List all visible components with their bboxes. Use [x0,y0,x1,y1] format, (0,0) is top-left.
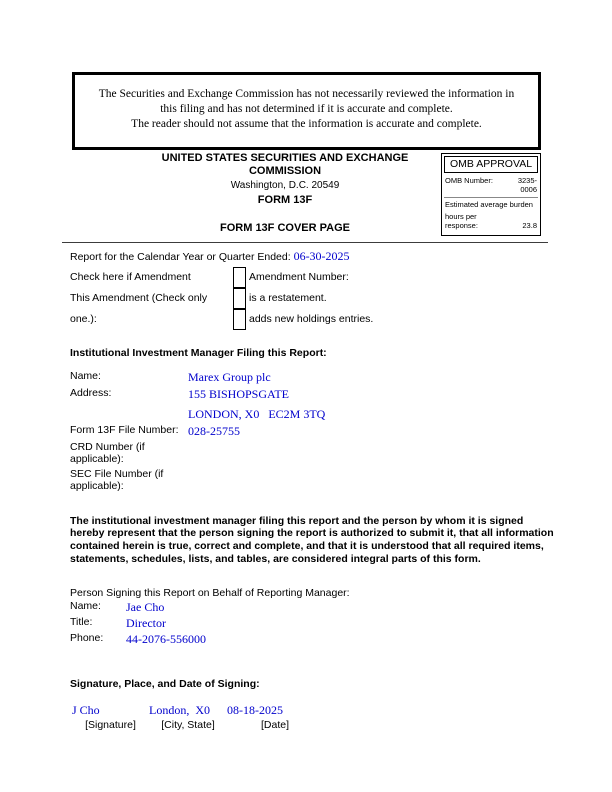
manager-name-row [70,370,612,385]
form-header [0,150,612,242]
city-state-label: [City, State] [161,719,215,732]
header-title-block [125,152,445,234]
date-column [227,703,323,731]
header-divider [62,242,548,243]
sec-file-number-label: SEC File Number (if applicable): [70,467,164,492]
new-holdings-label: adds new holdings entries. [249,313,374,325]
amendment-type-label: This Amendment (Check only one.): [70,292,208,325]
city-state-column [149,703,227,731]
signature-label: [Signature] [85,719,136,732]
manager-section-heading: Institutional Investment Manager Filing this Report: [70,347,327,359]
signer-info [70,600,612,647]
agency-address: Washington, D.C. 20549 [230,180,340,191]
file-number-row [70,424,612,439]
manager-name-label: Name: [70,369,101,382]
report-period-value: 06-30-2025 [293,249,350,263]
amendment-spacer [70,309,233,330]
signature-column [72,703,149,731]
amendment-number-label: Amendment Number: [249,271,349,283]
disclaimer-line-3: The reader should not assume that the information is accurate and complete. [131,118,482,130]
omb-number-label: OMB Number: [445,176,493,185]
attestation-paragraph: The institutional investment manager filing this report and the person by whom it is signed hereby represent that the person signing the report is authorized to submit it, that all information contained herein is true, correct and complete, and that it is understood that all required items, statements, schedules, lists, and tables, are considered integral parts of this form. [70,514,554,565]
signer-name-label: Name: [70,600,101,613]
manager-address-row2 [70,407,612,422]
disclaimer-line-2: this filing and has not determined if it is accurate and complete. [160,103,453,115]
sec-disclaimer-box [72,72,541,150]
disclaimer-line-1: The Securities and Exchange Commission has not necessarily reviewed the information in [98,88,515,100]
restatement-checkbox[interactable] [233,288,246,309]
file-number-value: 028-25755 [188,423,240,438]
agency-name: UNITED STATES SECURITIES AND EXCHANGE COMMISSION [161,152,409,177]
signer-phone-row [70,632,612,647]
signer-section-heading: Person Signing this Report on Behalf of Reporting Manager: [70,586,350,599]
manager-address-line2: LONDON, X0 EC2M 3TQ [188,406,326,421]
signer-phone-value: 44-2076-556000 [126,632,206,647]
omb-hours-value: 23.8 [522,221,537,230]
file-number-label: Form 13F File Number: [70,423,179,436]
restatement-label: is a restatement. [249,292,327,304]
omb-approval-box [441,153,541,236]
amendment-check-label: Check here if Amendment [70,271,191,283]
amendment-checkbox[interactable] [233,267,246,288]
manager-name-value: Marex Group plc [188,369,271,384]
new-holdings-checkbox[interactable] [233,309,246,330]
report-period-label: Report for the Calendar Year or Quarter Ended: [70,251,291,263]
signer-name-row [70,600,612,615]
manager-address-row [70,387,612,402]
signing-date-label: [Date] [260,719,289,732]
amendment-section [70,267,612,330]
cover-page-title: FORM 13F COVER PAGE [220,222,350,234]
signer-name-value: Jae Cho [126,600,165,615]
signer-title-value: Director [126,616,166,631]
report-period-row [70,249,612,264]
form-title: FORM 13F [257,194,313,206]
omb-number-row [444,173,538,198]
omb-number-value: 3235-0006 [517,176,537,194]
city-state-value: London, X0 [149,703,210,718]
sec-file-number-row [70,468,612,493]
crd-number-label: CRD Number (if applicable): [70,440,145,465]
omb-hours-label: hours per response: [445,212,478,230]
signature-value: J Cho [72,703,100,718]
signature-section-heading: Signature, Place, and Date of Signing: [70,678,260,691]
manager-address-label: Address: [70,386,112,399]
signer-title-label: Title: [70,616,93,629]
signer-title-row [70,616,612,631]
signature-block [72,703,612,731]
omb-approval-title: OMB APPROVAL [444,156,538,173]
omb-burden-label: Estimated average burden [445,200,533,209]
signing-date-value: 08-18-2025 [227,703,283,718]
crd-number-row [70,441,612,466]
manager-info [70,370,612,493]
signer-phone-label: Phone: [70,632,104,645]
manager-address-line1: 155 BISHOPSGATE [188,386,290,401]
omb-hours-row [444,209,538,233]
